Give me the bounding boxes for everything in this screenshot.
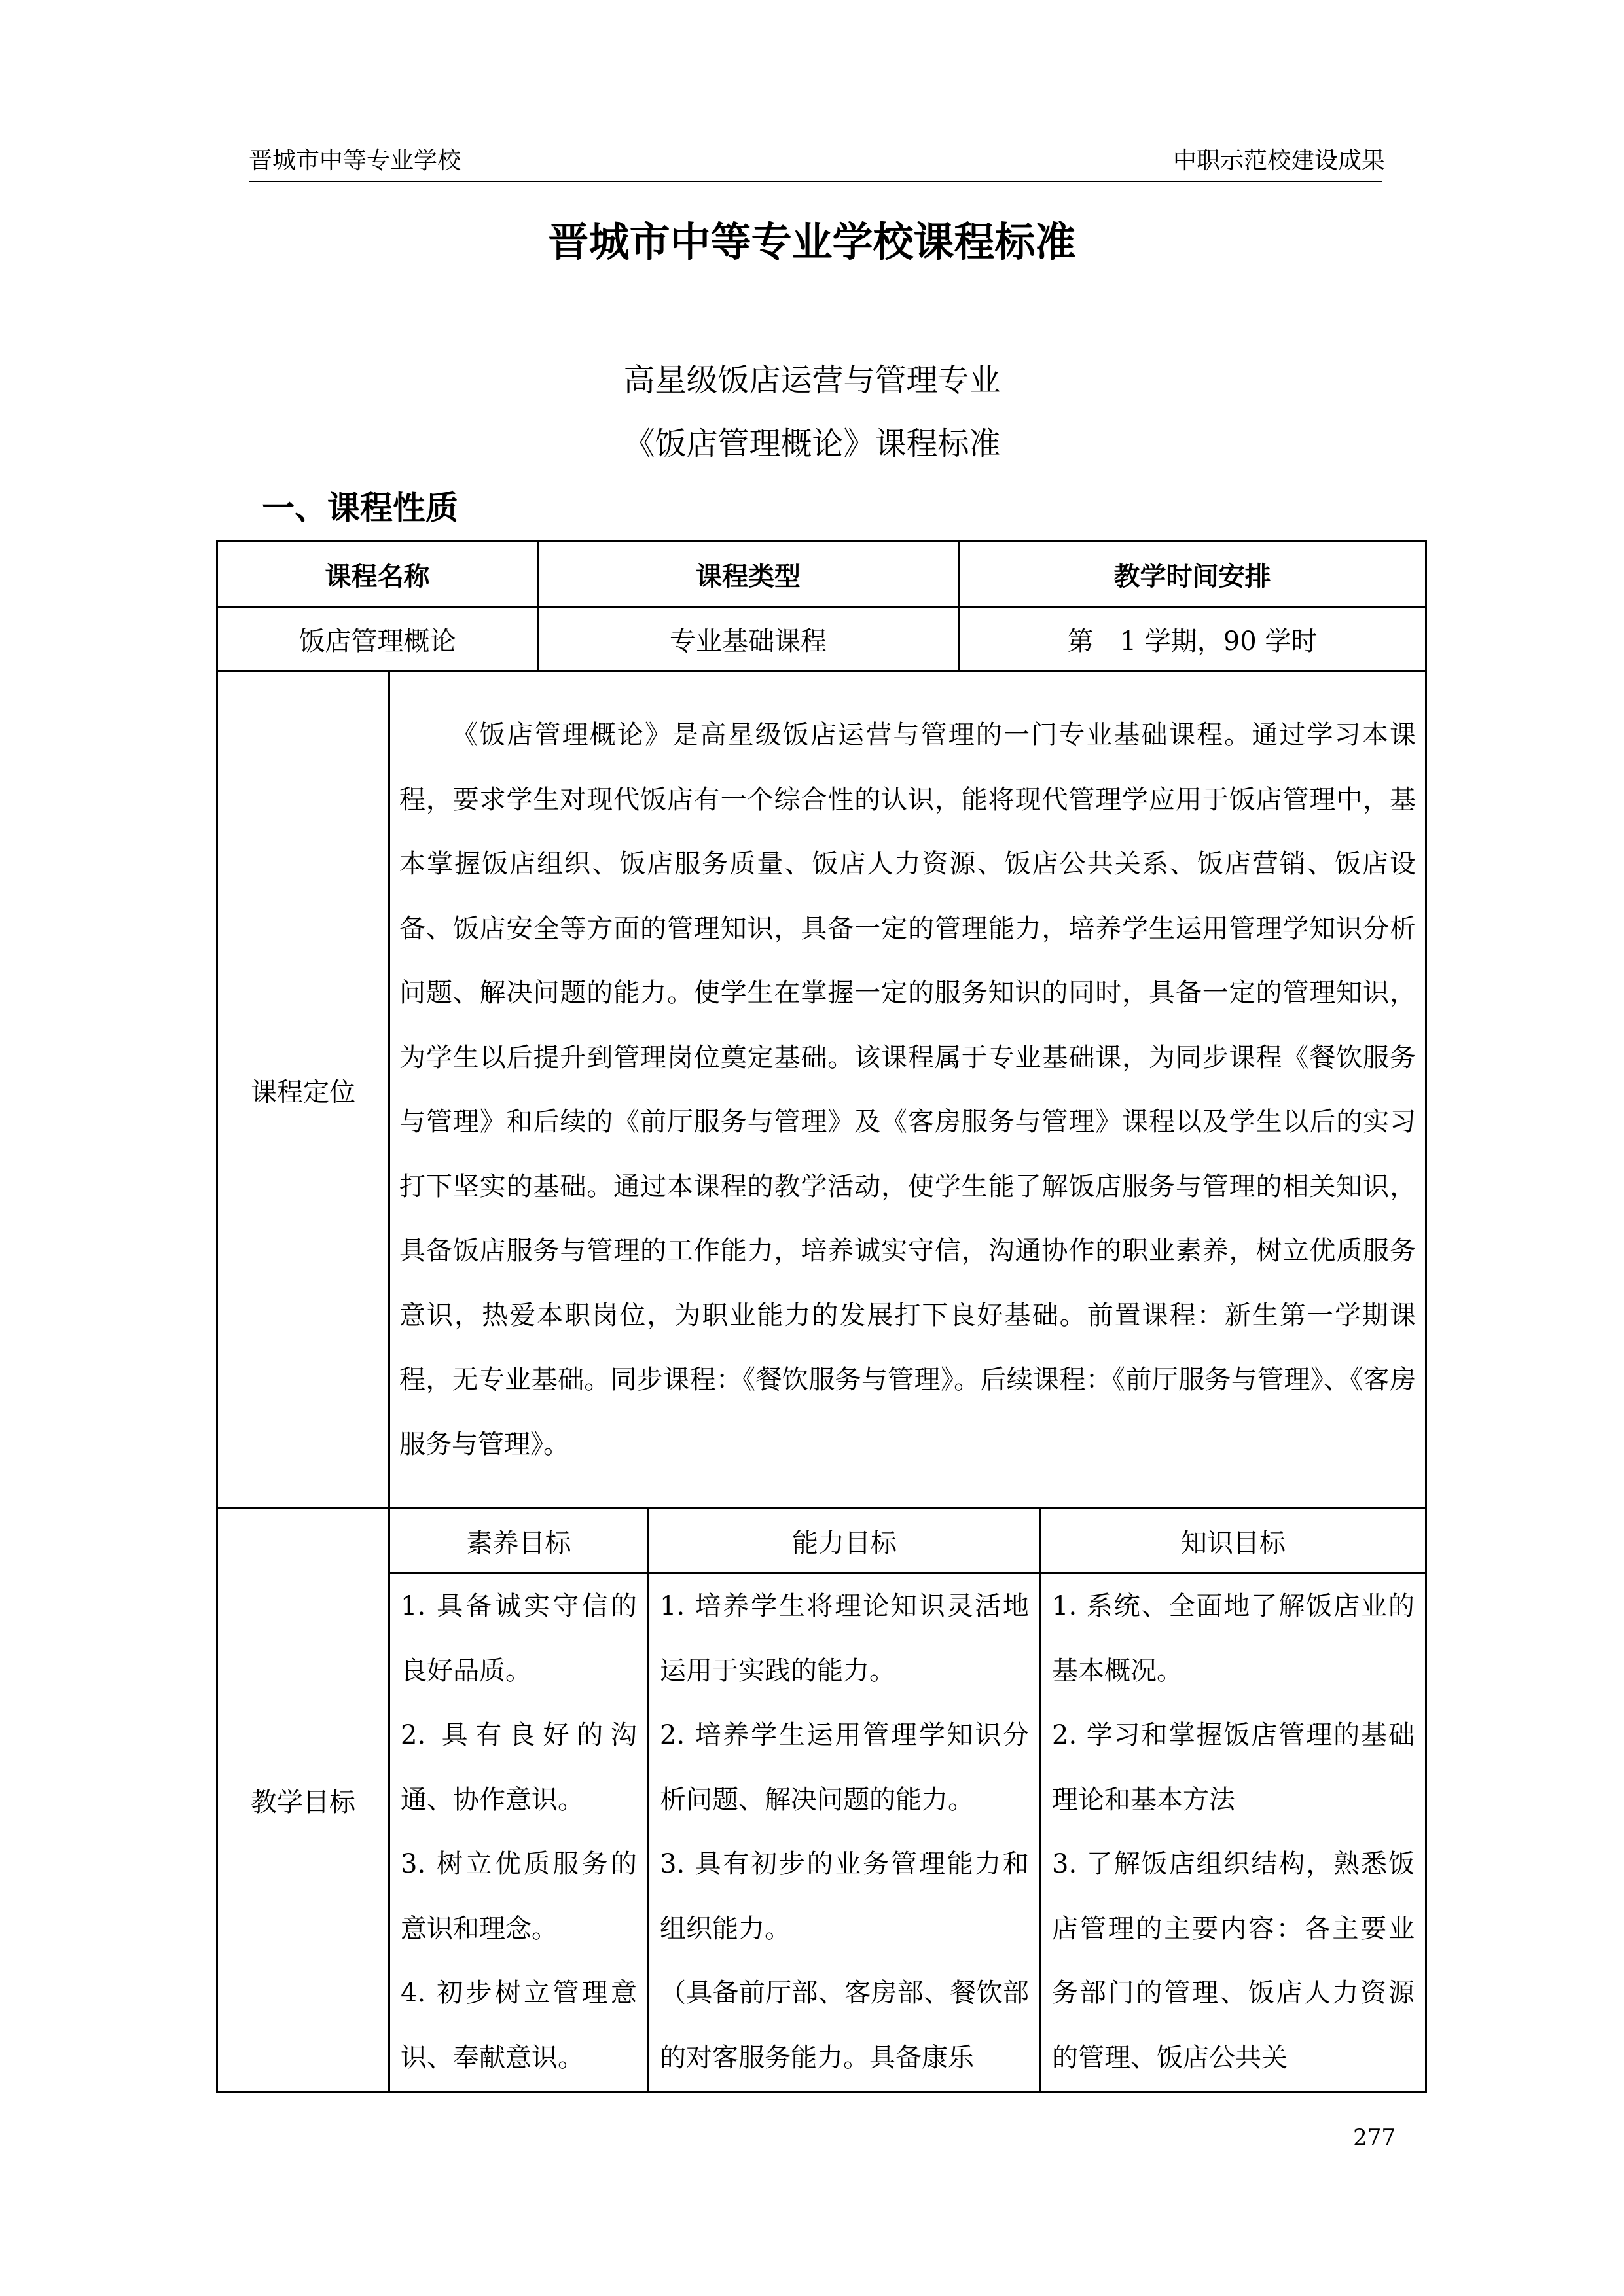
list-item: 2. 培养学生运用管理学知识分析问题、解决问题的能力。 [660, 1720, 1029, 1815]
list-item: 1. 培养学生将理论知识灵活地运用于实践的能力。 [660, 1591, 1029, 1686]
positioning-text: 《饭店管理概论》是高星级饭店运营与管理的一门专业基础课程。通过学习本课程，要求学生对现代饭店有一个综合性的认识，能将现代管理学应用于饭店管理中，基本掌握饭店组织、饭店服务质量、饭店人力资源、饭店公共关系、饭店营销、饭店设备、饭店安全等方面的管理知识，具备一定的管理能力，培养学生运用管理学知识分析问题、解决问题的能力。使学生在掌握一定的服务知识的同时，具备一定的管理知识，为学生以后提升到管理岗位奠定基础。该课程属于专业基础课，为同步课程《餐饮服务与管理》和后续的《前厅服务与管理》及《客房服务与管理》课程以及学生以后的实习打下坚实的基础。通过本课程的教学活动，使学生能了解饭店服务与管理的相关知识，具备饭店服务与管理的工作能力，培养诚实守信，沟通协作的职业素养，树立优质服务意识，热爱本职岗位，为职业能力的发展打下良好基础。前置课程：新生第一学期课程，无专业基础。同步课程：《餐饮服务与管理》。后续课程：《前厅服务与管理》、《客房服务与管理》。 [389, 672, 1426, 1509]
positioning-label: 课程定位 [217, 672, 389, 1509]
page-number: 277 [1353, 2125, 1396, 2151]
list-item: 3. 了解饭店组织结构，熟悉饭店管理的主要内容：各主要业务部门的管理、饭店人力资源的管理、饭店公共关 [1052, 1849, 1415, 2073]
section-heading-course-nature: 一、课程性质 [262, 488, 458, 527]
header-course-type: 课程类型 [538, 541, 959, 607]
knowledge-goals-cell [1041, 1573, 1426, 2092]
header-rule [249, 181, 1382, 182]
positioning-row [217, 672, 1426, 1509]
cell-course-type: 专业基础课程 [538, 607, 959, 672]
goals-label: 教学目标 [217, 1509, 389, 2092]
goal-header-row [217, 1509, 1426, 1573]
course-detail-table [216, 670, 1427, 2093]
cell-course-name: 饭店管理概论 [217, 607, 538, 672]
header-schedule: 教学时间安排 [959, 541, 1426, 607]
quality-goals-cell [389, 1573, 649, 2092]
cell-schedule: 第 1 学期，90 学时 [959, 607, 1426, 672]
list-item: 4. 初步树立管理意识、奉献意识。 [401, 1978, 637, 2073]
major-subtitle: 高星级饭店运营与管理专业 [623, 362, 1001, 399]
header-school-name: 晋城市中等专业学校 [249, 147, 461, 174]
header-quality-goals: 素养目标 [389, 1509, 649, 1573]
list-item: 3. 树立优质服务的意识和理念。 [401, 1849, 637, 1944]
table-header-row [217, 541, 1426, 607]
course-info-table [216, 540, 1427, 672]
table-row [217, 607, 1426, 672]
header-course-name: 课程名称 [217, 541, 538, 607]
course-standard-subtitle: 《饭店管理概论》课程标准 [623, 425, 1001, 462]
header-project-name: 中职示范校建设成果 [1172, 147, 1385, 174]
ability-goals-cell [649, 1573, 1041, 2092]
list-item: 1. 具备诚实守信的良好品质。 [401, 1591, 637, 1686]
list-item: 1. 系统、全面地了解饭店业的基本概况。 [1052, 1591, 1415, 1686]
header-knowledge-goals: 知识目标 [1041, 1509, 1426, 1573]
list-item: （具备前厅部、客房部、餐饮部的对客服务能力。具备康乐 [660, 1978, 1029, 2073]
goal-content-row [217, 1573, 1426, 2092]
list-item: 2. 学习和掌握饭店管理的基础理论和基本方法 [1052, 1720, 1415, 1815]
list-item: 2. 具有良好的沟通、协作意识。 [401, 1720, 637, 1815]
list-item: 3. 具有初步的业务管理能力和组织能力。 [660, 1849, 1029, 1944]
document-title: 晋城市中等专业学校课程标准 [548, 218, 1076, 266]
header-ability-goals: 能力目标 [649, 1509, 1041, 1573]
